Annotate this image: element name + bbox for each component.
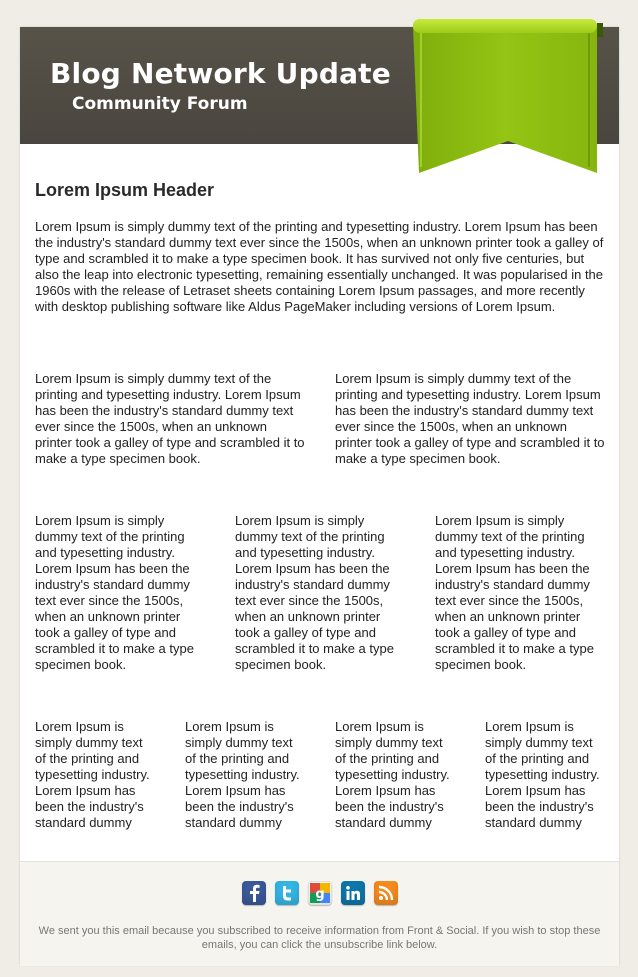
three-column-row xyxy=(35,513,605,673)
column-text: Lorem Ipsum is simply dummy text of the printing and typesetting industry. Lorem Ipsum has been the industry's standard dummy text ever since the 1500s, when an unknown printer took a galley of type and scrambled it to make a type specimen book. xyxy=(435,513,594,672)
subscription-note: We sent you this email because you subscribed to receive information from Front & Social. If you wish to stop these emails, you can click the unsubscribe link below. xyxy=(38,925,601,951)
content-area xyxy=(35,177,605,203)
bookmark-ribbon-icon xyxy=(413,19,603,173)
column-text: Lorem Ipsum is simply dummy text of the printing and typesetting industry. Lorem Ipsum has been the industry's standard dummy text ever since the 1500s, when an unknown printer took a galley of type and scrambled it to make a type specimen book. xyxy=(35,513,194,672)
facebook-icon[interactable] xyxy=(242,881,266,905)
twitter-icon[interactable] xyxy=(275,881,299,905)
intro-paragraph: Lorem Ipsum is simply dummy text of the printing and typesetting industry. Lorem Ipsum has been the industry's standard dummy text ever since the 1500s, when an unknown printer took a galley of type and scrambled it to make a type specimen book. It has survived not only five centuries, but also the leap into electronic typesetting, remaining essentially unchanged. It was popularised in the 1960s with the release of Letraset sheets containing Lorem Ipsum passages, and more recently with desktop publishing software like Aldus PageMaker including versions of Lorem Ipsum. xyxy=(35,219,604,314)
svg-text:g: g xyxy=(315,887,325,902)
column-text: Lorem Ipsum is simply dummy text of the printing and typesetting industry. Lorem Ipsum has been the industry's standard dummy text ever since the 1500s, when an unknown printer took a galley of type and scrambled it to make a type specimen book. xyxy=(35,371,305,466)
column-text: Lorem Ipsum is simply dummy text of the printing and typesetting industry. Lorem Ipsum has been the industry's standard dummy xyxy=(335,719,450,830)
linkedin-icon[interactable] xyxy=(341,881,365,905)
social-links xyxy=(242,881,398,905)
blog-subtitle: Community Forum xyxy=(72,94,248,114)
column-text: Lorem Ipsum is simply dummy text of the printing and typesetting industry. Lorem Ipsum has been the industry's standard dummy xyxy=(35,719,150,830)
blog-title: Blog Network Update xyxy=(50,57,391,90)
column-text: Lorem Ipsum is simply dummy text of the printing and typesetting industry. Lorem Ipsum has been the industry's standard dummy xyxy=(185,719,300,830)
rss-icon[interactable] xyxy=(374,881,398,905)
email-card xyxy=(20,27,619,965)
column-text: Lorem Ipsum is simply dummy text of the printing and typesetting industry. Lorem Ipsum has been the industry's standard dummy xyxy=(485,719,600,830)
section-heading: Lorem Ipsum Header xyxy=(35,180,215,200)
column-text: Lorem Ipsum is simply dummy text of the printing and typesetting industry. Lorem Ipsum has been the industry's standard dummy text ever since the 1500s, when an unknown printer took a galley of type and scrambled it to make a type specimen book. xyxy=(335,371,605,466)
footer xyxy=(20,861,619,966)
two-column-row xyxy=(35,371,605,467)
column-text: Lorem Ipsum is simply dummy text of the printing and typesetting industry. Lorem Ipsum has been the industry's standard dummy text ever since the 1500s, when an unknown printer took a galley of type and scrambled it to make a type specimen book. xyxy=(235,513,394,672)
google-icon[interactable] xyxy=(308,881,332,905)
four-column-row xyxy=(35,719,605,847)
